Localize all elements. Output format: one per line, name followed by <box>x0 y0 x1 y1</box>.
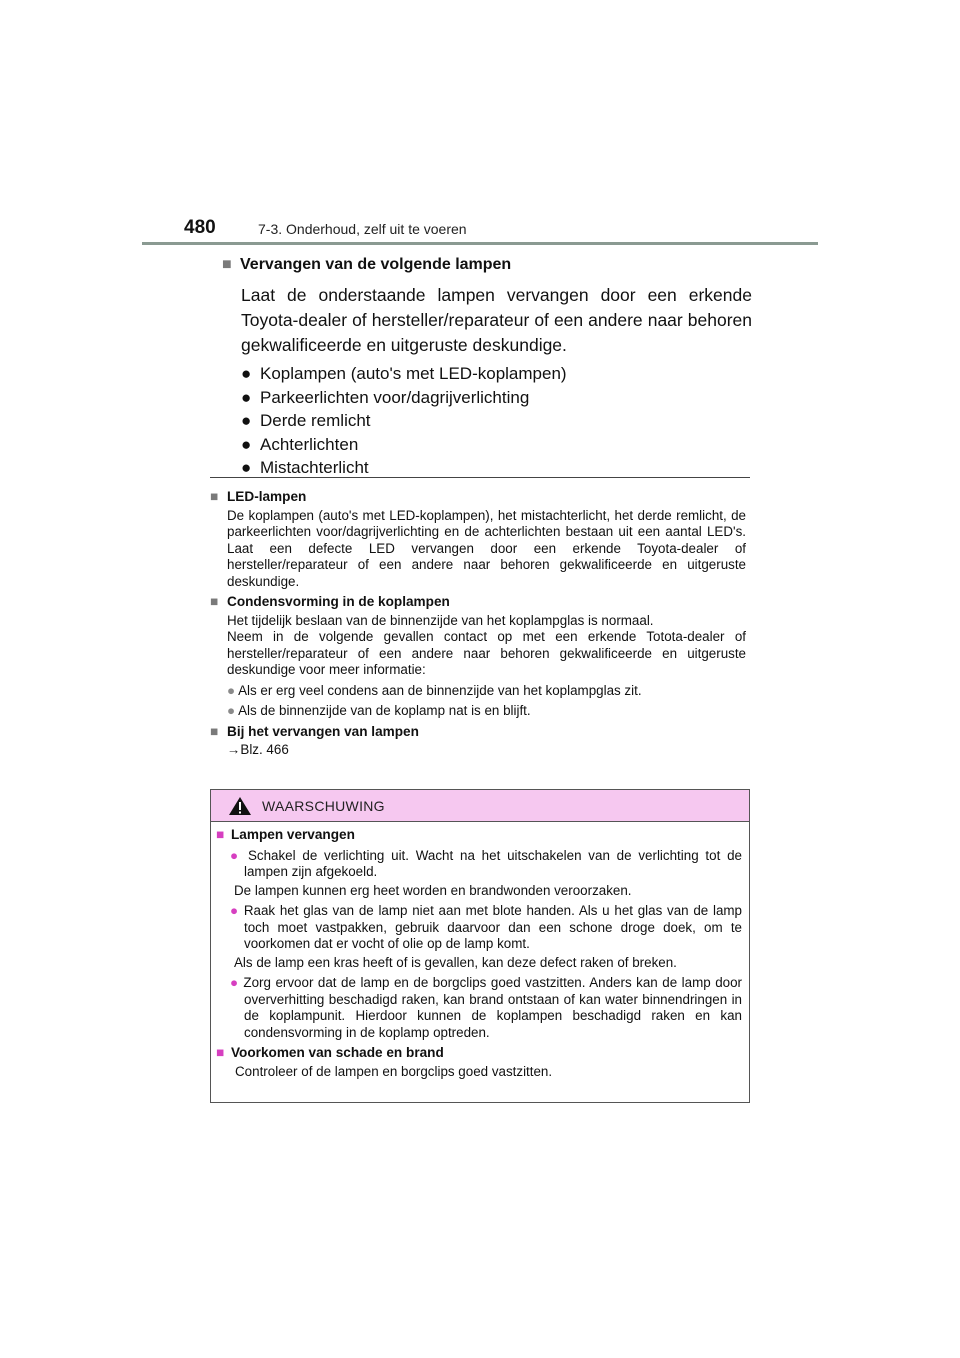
bullet-icon: ● <box>241 411 252 430</box>
bullet-icon: ● <box>241 458 252 477</box>
bullet-icon: ● <box>241 364 252 383</box>
square-bullet-icon: ■ <box>216 827 225 842</box>
warning-text: De lampen kunnen erg heet worden en brandwonden veroorzaken. <box>234 882 632 898</box>
list-item: ● Raak het glas van de lamp niet aan met blote handen. Als u het glas van de lamp toch moet vastpakken, gebruik daarvoor dan een schone droge doek, om te voorkomen dat er vocht of olie op de lamp komt. <box>230 903 742 951</box>
section-title: 7-3. Onderhoud, zelf uit te voeren <box>258 221 467 237</box>
square-bullet-icon: ■ <box>210 594 219 609</box>
main-section <box>222 255 752 480</box>
list-item: ● Als er erg veel condens aan de binnenzijde van het koplampglas zit. <box>227 682 642 698</box>
page-number: 480 <box>184 217 216 238</box>
header-divider <box>142 242 818 245</box>
notes-section <box>210 485 746 759</box>
warning-text: Controleer of de lampen en borgclips goed vastzitten. <box>235 1063 553 1079</box>
bullet-icon: ● <box>241 387 252 407</box>
note-body-condens-1: Het tijdelijk beslaan van de binnenzijde van het koplampglas is normaal. <box>227 612 654 628</box>
list-item: ● Derde remlicht <box>241 409 752 433</box>
warning-heading-lamps: ■ Lampen vervangen <box>216 827 355 842</box>
note-body-condens-2: Neem in de volgende gevallen contact op met een erkende Totota-dealer of hersteller/reparateur of een andere naar behoren gekwalificeerde en uitgeruste deskundige voor meer informatie: <box>227 629 746 677</box>
lamp-list <box>241 362 752 480</box>
note-heading-led: ■ LED-lampen <box>210 489 307 504</box>
bullet-icon: ● <box>241 434 252 454</box>
note-heading-condens: ■ Condensvorming in de koplampen <box>210 594 450 609</box>
warning-heading-damage: ■ Voorkomen van schade en brand <box>216 1045 444 1060</box>
main-heading <box>222 255 752 279</box>
list-item: ● Achterlichten <box>241 433 752 457</box>
bullet-icon: ● <box>230 903 240 918</box>
warning-text: Als de lamp een kras heeft of is gevallen, kan deze defect raken of breken. <box>234 954 677 970</box>
bullet-icon: ● <box>227 703 236 718</box>
list-item: ● Mistachterlicht <box>241 456 752 480</box>
warning-header <box>211 790 749 822</box>
bullet-icon: ● <box>227 682 236 698</box>
square-bullet-icon: ■ <box>210 723 219 739</box>
page-reference-link[interactable]: →Blz. 466 <box>227 742 289 757</box>
warning-body <box>211 822 749 1080</box>
list-item: ● Schakel de verlichting uit. Wacht na het uitschakelen van de verlichting tot de lampen zijn afgekoeld. <box>230 847 742 879</box>
warning-title: WAARSCHUWING <box>262 797 385 814</box>
bullet-icon: ● <box>230 975 239 990</box>
note-heading-replace: ■ Bij het vervangen van lampen <box>210 723 419 739</box>
square-bullet-icon: ■ <box>216 1045 225 1060</box>
note-body-led: De koplampen (auto's met LED-koplampen), het mistachterlicht, het derde remlicht, de parkeerlichten voor/dagrijverlichting en de achterlichten bestaan uit een aantal LED's. Laat een defecte LED vervangen door een erkende Toyota-dealer of hersteller/reparateur of een andere naar behoren gekwalificeerde en uitgeruste deskundige. <box>227 507 746 589</box>
bullet-icon: ● <box>230 847 242 863</box>
list-item: ● Als de binnenzijde van de koplamp nat is en blijft. <box>227 703 531 718</box>
list-item: ● Parkeerlichten voor/dagrijverlichting <box>241 386 752 410</box>
section-divider <box>210 477 750 478</box>
list-item: ● Koplampen (auto's met LED-koplampen) <box>241 362 752 386</box>
list-item: ● Zorg ervoor dat de lamp en de borgclips goed vastzitten. Anders kan de lamp door oververhitting beschadigd raken, kan brand ontstaan of kan water binnendringen in de koplampunit. Hierdoor kunnen de koplampen beschadigd raken en kan condensvorming in de koplamp optreden. <box>230 975 742 1040</box>
warning-box <box>210 789 750 1103</box>
warning-triangle-icon <box>228 796 252 816</box>
main-heading-text: Vervangen van de volgende lampen <box>240 256 512 273</box>
main-intro: Laat de onderstaande lampen vervangen door een erkende Toyota-dealer of hersteller/reparateur of een andere naar behoren gekwalificeerde en uitgeruste deskundige. <box>241 285 752 355</box>
square-bullet-icon: ■ <box>222 256 232 273</box>
square-bullet-icon: ■ <box>210 489 219 504</box>
